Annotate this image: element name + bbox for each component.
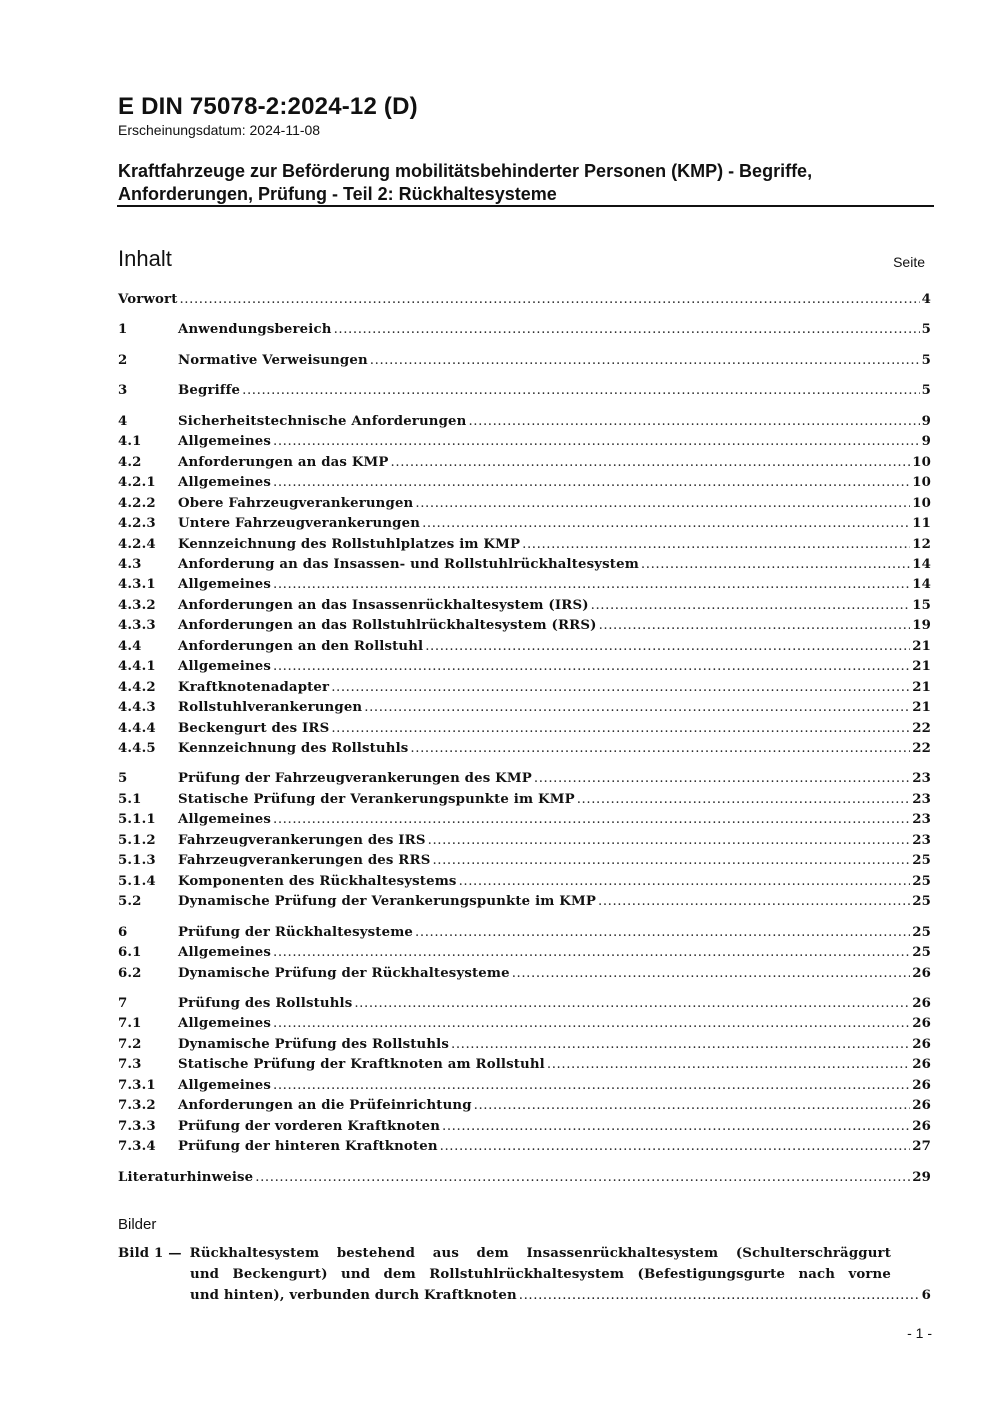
dot-leader [577, 792, 910, 807]
dot-leader [410, 741, 910, 756]
toc-entry-page: 5 [921, 322, 931, 337]
toc-entry-number: 4.4.5 [118, 741, 156, 756]
toc-entry[interactable] [118, 945, 931, 965]
toc-entry-page: 23 [912, 792, 931, 807]
toc-entry-page: 10 [912, 496, 931, 511]
toc-entry-number: 5.1.2 [118, 833, 156, 848]
page-column-label: Seite [893, 254, 925, 270]
toc-entry-number: 5.1.4 [118, 874, 156, 889]
toc-entry[interactable] [118, 292, 931, 312]
figure-caption-line-2: und Beckengurt) und dem Rollstuhlrückhaltesystem (Befestigungsgurte nach vorne [190, 1267, 891, 1282]
toc-entry[interactable] [118, 966, 931, 986]
toc-entry-title: Prüfung der vorderen Kraftknoten [178, 1119, 441, 1134]
toc-entry-title: Kraftknotenadapter [178, 680, 330, 695]
toc-entry-title: Rollstuhlverankerungen [178, 700, 363, 715]
toc-entry[interactable] [118, 1170, 931, 1190]
toc-entry-number: 4 [118, 414, 128, 429]
dot-leader [331, 680, 910, 695]
toc-entry[interactable] [118, 1098, 931, 1118]
toc-entry-title: Allgemeines [178, 812, 272, 827]
toc-entry-title: Sicherheitstechnische Anforderungen [178, 414, 467, 429]
document-title-line-1: Kraftfahrzeuge zur Beförderung mobilitätsbehinderter Personen (KMP) - Begriffe, [118, 161, 813, 181]
toc-entry-page: 22 [912, 741, 931, 756]
toc-entry-title: Allgemeines [178, 475, 272, 490]
toc-entry-number: 4.2.3 [118, 516, 156, 531]
publication-date: Erscheinungsdatum: 2024-11-08 [118, 122, 321, 138]
dot-leader [442, 1119, 910, 1134]
toc-entry[interactable] [118, 700, 931, 720]
toc-entry-page: 25 [912, 945, 931, 960]
dot-leader [547, 1057, 910, 1072]
dot-leader [273, 434, 920, 449]
toc-entry-number: 4.4 [118, 639, 142, 654]
figures-heading: Bilder [118, 1216, 157, 1233]
toc-entry-number: 4.1 [118, 434, 142, 449]
toc-entry[interactable] [118, 322, 931, 342]
toc-entry-number: 7.3 [118, 1057, 142, 1072]
toc-entry[interactable] [118, 475, 931, 495]
toc-entry-page: 26 [912, 1057, 931, 1072]
toc-entry[interactable] [118, 1139, 931, 1159]
toc-entry-page: 10 [912, 475, 931, 490]
toc-entry-page: 9 [921, 434, 931, 449]
toc-entry-title: Anforderungen an das Insassenrückhaltesystem (IRS) [178, 598, 589, 613]
toc-entry-title: Fahrzeugverankerungen des IRS [178, 833, 426, 848]
toc-entry-title: Allgemeines [178, 434, 272, 449]
toc-entry[interactable] [118, 516, 931, 536]
figure-caption-line-3: und hinten), verbunden durch Kraftknoten [190, 1288, 517, 1303]
dot-leader [273, 1078, 910, 1093]
title-divider [117, 205, 934, 207]
toc-entry-title: Anforderungen an den Rollstuhl [178, 639, 424, 654]
toc-entry[interactable] [118, 894, 931, 914]
document-number: E DIN 75078-2:2024-12 (D) [118, 93, 418, 120]
figure-entry[interactable] [118, 1243, 931, 1306]
toc-entry-page: 21 [912, 700, 931, 715]
toc-entry[interactable] [118, 496, 931, 516]
dot-leader [474, 1098, 911, 1113]
toc-entry-title: Anwendungsbereich [178, 322, 332, 337]
toc-entry-page: 14 [912, 577, 931, 592]
toc-entry-page: 26 [912, 1119, 931, 1134]
toc-entry[interactable] [118, 598, 931, 618]
toc-entry-title: Allgemeines [178, 577, 272, 592]
toc-entry-number: 4.4.4 [118, 721, 156, 736]
toc-entry-number: 5.1 [118, 792, 142, 807]
toc-entry-page: 21 [912, 659, 931, 674]
toc-entry-number: 4.3 [118, 557, 142, 572]
toc-entry-number: 6 [118, 925, 128, 940]
toc-entry-page: 25 [912, 874, 931, 889]
toc-entry[interactable] [118, 833, 931, 853]
dot-leader [415, 925, 910, 940]
dot-leader [459, 874, 911, 889]
toc-entry[interactable] [118, 874, 931, 894]
toc-entry-number: 2 [118, 353, 128, 368]
dot-leader [428, 833, 911, 848]
toc-entry-title: Kennzeichnung des Rollstuhlplatzes im KMP [178, 537, 521, 552]
toc-entry-page: 11 [912, 516, 931, 531]
dot-leader [519, 1285, 920, 1306]
dot-leader [451, 1037, 910, 1052]
toc-entry-title: Beckengurt des IRS [178, 721, 330, 736]
toc-entry-number: 4.4.1 [118, 659, 156, 674]
toc-entry-page: 26 [912, 1098, 931, 1113]
toc-entry-title: Anforderungen an das Rollstuhlrückhaltesystem (RRS) [178, 618, 597, 633]
toc-entry-title: Prüfung des Rollstuhls [178, 996, 353, 1011]
toc-entry[interactable] [118, 659, 931, 679]
toc-entry[interactable] [118, 771, 931, 791]
toc-entry-number: 5.1.3 [118, 853, 156, 868]
figure-label: Bild 1 — [118, 1246, 182, 1261]
toc-entry[interactable] [118, 1037, 931, 1057]
toc-entry-number: 7.3.3 [118, 1119, 156, 1134]
toc-entry[interactable] [118, 557, 931, 577]
toc-entry-number: 4.2 [118, 455, 142, 470]
toc-entry-number: 4.2.1 [118, 475, 156, 490]
toc-entry-page: 23 [912, 812, 931, 827]
toc-entry-number: 4.4.2 [118, 680, 156, 695]
dot-leader [432, 853, 910, 868]
dot-leader [425, 639, 910, 654]
toc-entry-number: 4.3.1 [118, 577, 156, 592]
dot-leader [354, 996, 910, 1011]
toc-entry-number: 6.2 [118, 966, 142, 981]
dot-leader [273, 659, 910, 674]
toc-entry-title: Prüfung der Fahrzeugverankerungen des KMP [178, 771, 532, 786]
toc-entry-number: 5 [118, 771, 128, 786]
toc-entry[interactable] [118, 1119, 931, 1139]
toc-entry[interactable] [118, 434, 931, 454]
toc-entry-title: Statische Prüfung der Kraftknoten am Rollstuhl [178, 1057, 545, 1072]
toc-entry[interactable] [118, 996, 931, 1016]
toc-entry-page: 15 [912, 598, 931, 613]
dot-leader [422, 516, 910, 531]
dot-leader [440, 1139, 911, 1154]
toc-entry-page: 14 [912, 557, 931, 572]
toc-entry[interactable] [118, 680, 931, 700]
toc-entry-page: 21 [912, 680, 931, 695]
toc-entry-number: 7.3.1 [118, 1078, 156, 1093]
dot-leader [331, 721, 910, 736]
toc-entry-title: Allgemeines [178, 1078, 272, 1093]
toc-entry-title: Komponenten des Rückhaltesystems [178, 874, 457, 889]
page-number-footer: - 1 - [907, 1325, 932, 1341]
toc-entry-page: 19 [912, 618, 931, 633]
toc-entry-title: Dynamische Prüfung des Rollstuhls [178, 1037, 449, 1052]
dot-leader [598, 894, 910, 909]
toc-entry[interactable] [118, 741, 931, 761]
toc-entry-number: 4.3.3 [118, 618, 156, 633]
toc-entry[interactable] [118, 353, 931, 373]
dot-leader [370, 353, 920, 368]
toc-entry-number: 7.2 [118, 1037, 142, 1052]
toc-entry-title: Allgemeines [178, 659, 272, 674]
toc-entry-title: Anforderungen an das KMP [178, 455, 389, 470]
dot-leader [468, 414, 919, 429]
toc-entry-number: 7.1 [118, 1016, 142, 1031]
document-title [118, 160, 938, 206]
toc-entry-title: Anforderung an das Insassen- und Rollstuhlrückhaltesystem [178, 557, 639, 572]
toc-entry-title: Fahrzeugverankerungen des RRS [178, 853, 431, 868]
dot-leader [273, 577, 910, 592]
toc-entry[interactable] [118, 925, 931, 945]
toc-entry-title: Allgemeines [178, 945, 272, 960]
dot-leader [242, 383, 919, 398]
toc-entry[interactable] [118, 853, 931, 873]
toc-entry-page: 26 [912, 966, 931, 981]
dot-leader [334, 322, 920, 337]
dot-leader [599, 618, 911, 633]
dot-leader [415, 496, 910, 511]
toc-entry-page: 26 [912, 996, 931, 1011]
toc-entry[interactable] [118, 455, 931, 475]
toc-entry-number: 7.3.2 [118, 1098, 156, 1113]
dot-leader [179, 292, 919, 307]
figure-caption-line-1: Rückhaltesystem bestehend aus dem Insassenrückhaltesystem (Schulterschräggurt [189, 1246, 891, 1261]
toc-entry-number: 7 [118, 996, 128, 1011]
toc-entry-number: 5.1.1 [118, 812, 156, 827]
toc-entry-page: 9 [921, 414, 931, 429]
dot-leader [255, 1170, 910, 1185]
toc-entry-page: 21 [912, 639, 931, 654]
toc-entry[interactable] [118, 414, 931, 434]
toc-entry[interactable] [118, 721, 931, 741]
toc-entry-number: 4.2.4 [118, 537, 156, 552]
toc-entry-title: Normative Verweisungen [178, 353, 368, 368]
toc-entry-page: 12 [912, 537, 931, 552]
toc-entry-title: Prüfung der hinteren Kraftknoten [178, 1139, 438, 1154]
toc-entry-page: 10 [912, 455, 931, 470]
toc-entry[interactable] [118, 383, 931, 403]
toc-entry[interactable] [118, 1078, 931, 1098]
toc-entry-title: Begriffe [178, 383, 241, 398]
toc-entry-number: 6.1 [118, 945, 142, 960]
toc-entry[interactable] [118, 812, 931, 832]
toc-entry-title: Statische Prüfung der Verankerungspunkte im KMP [178, 792, 575, 807]
toc-entry-title: Dynamische Prüfung der Verankerungspunkte im KMP [178, 894, 596, 909]
dot-leader [391, 455, 911, 470]
toc-heading: Inhalt [118, 246, 172, 271]
toc-entry-page: 26 [912, 1016, 931, 1031]
toc-entry[interactable] [118, 1016, 931, 1036]
toc-entry-number: 7.3.4 [118, 1139, 156, 1154]
dot-leader [273, 475, 910, 490]
toc-entry[interactable] [118, 792, 931, 812]
toc-entry-page: 23 [912, 833, 931, 848]
toc-entry-number: 1 [118, 322, 128, 337]
toc-entry-title: Dynamische Prüfung der Rückhaltesysteme [178, 966, 510, 981]
toc-entry-title: Anforderungen an die Prüfeinrichtung [178, 1098, 472, 1113]
dot-leader [512, 966, 910, 981]
toc-entry-number: 4.4.3 [118, 700, 156, 715]
toc-entry-page: 25 [912, 853, 931, 868]
toc-entry-title: Prüfung der Rückhaltesysteme [178, 925, 414, 940]
dot-leader [273, 812, 910, 827]
toc-entry-page: 29 [912, 1170, 931, 1185]
dot-leader [641, 557, 910, 572]
figure-page-number: 6 [921, 1288, 931, 1303]
document-title-line-2: Anforderungen, Prüfung - Teil 2: Rückhaltesysteme [118, 184, 557, 204]
toc-entry-title: Literaturhinweise [118, 1170, 254, 1185]
toc-entry-number: 3 [118, 383, 128, 398]
toc-entry-title: Obere Fahrzeugverankerungen [178, 496, 414, 511]
dot-leader [522, 537, 910, 552]
toc-entry-page: 5 [921, 353, 931, 368]
dot-leader [591, 598, 911, 613]
dot-leader [273, 1016, 910, 1031]
toc-entry[interactable] [118, 639, 931, 659]
toc-entry-title: Kennzeichnung des Rollstuhls [178, 741, 409, 756]
toc-entry[interactable] [118, 577, 931, 597]
toc-entry-number: 5.2 [118, 894, 142, 909]
dot-leader [364, 700, 910, 715]
toc-entry-page: 4 [921, 292, 931, 307]
dot-leader [273, 945, 910, 960]
toc-entry-page: 23 [912, 771, 931, 786]
toc-entry-title: Allgemeines [178, 1016, 272, 1031]
toc-entry-page: 25 [912, 894, 931, 909]
toc-entry[interactable] [118, 618, 931, 638]
toc-entry-title: Vorwort [118, 292, 178, 307]
toc-entry-page: 22 [912, 721, 931, 736]
dot-leader [534, 771, 910, 786]
toc-entry-page: 26 [912, 1037, 931, 1052]
toc-entry-page: 26 [912, 1078, 931, 1093]
toc-entry-title: Untere Fahrzeugverankerungen [178, 516, 421, 531]
toc-entry-page: 27 [912, 1139, 931, 1154]
toc-entry[interactable] [118, 537, 931, 557]
toc-entry-number: 4.3.2 [118, 598, 156, 613]
toc-entry[interactable] [118, 1057, 931, 1077]
toc-entry-page: 25 [912, 925, 931, 940]
toc-entry-number: 4.2.2 [118, 496, 156, 511]
toc-entry-page: 5 [921, 383, 931, 398]
